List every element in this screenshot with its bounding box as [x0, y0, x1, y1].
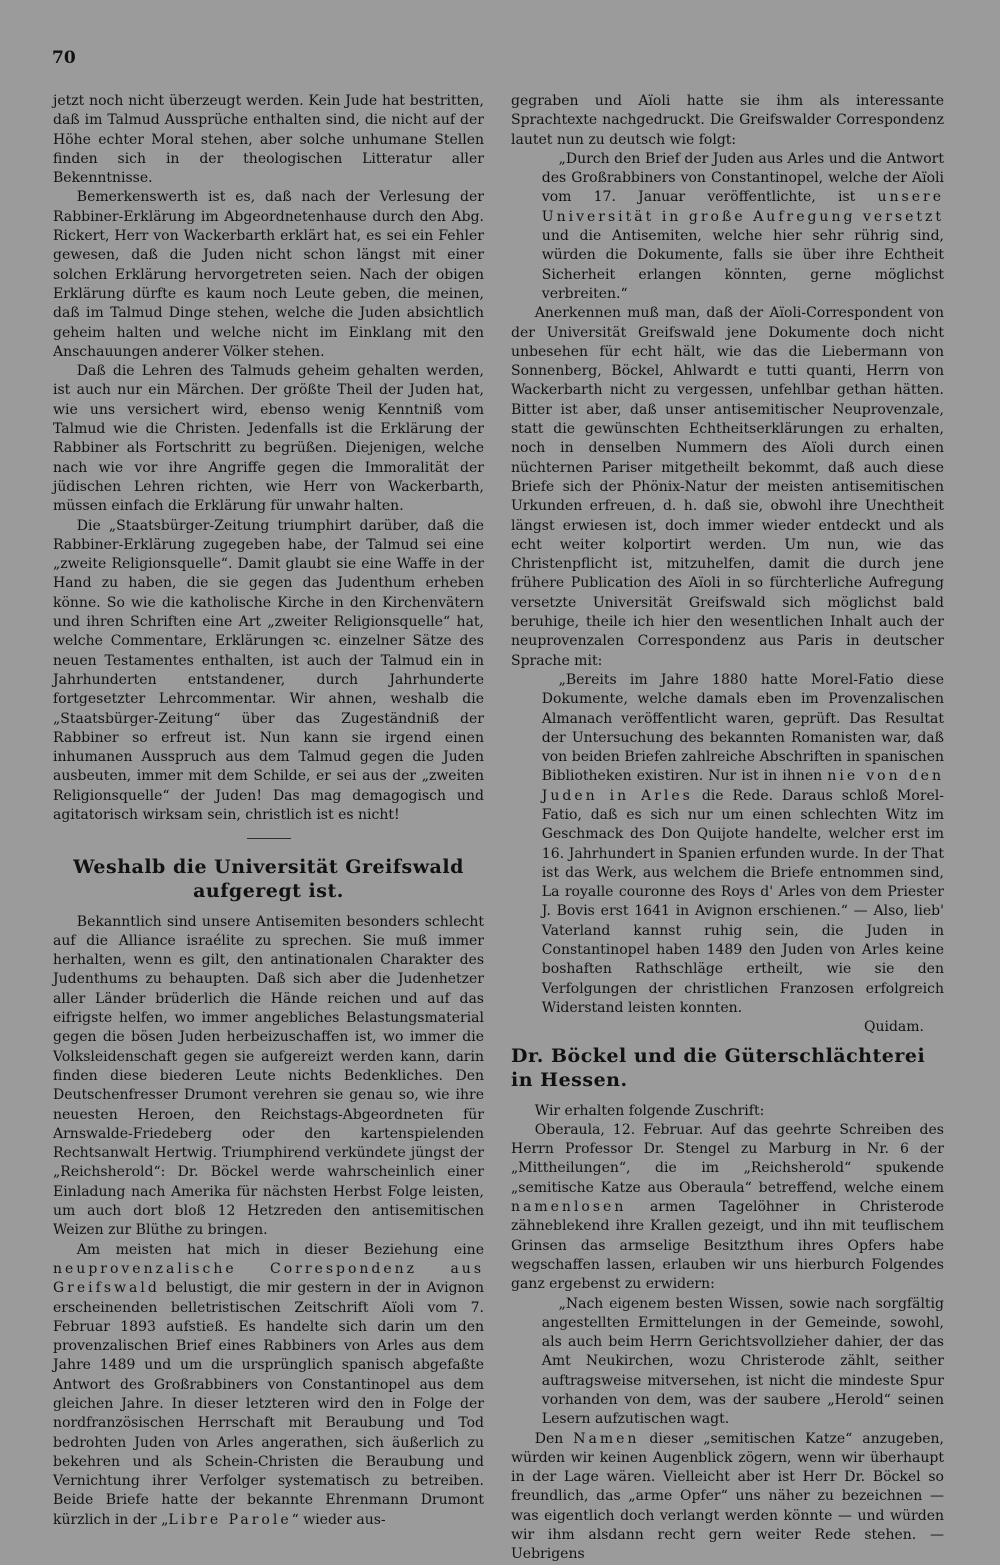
- page-number: 70: [52, 48, 76, 68]
- paragraph: [53, 1241, 484, 1530]
- text-run: und die Antisemiten, welche hier sehr rührig sind, würden die Dokumente, falls sie über ihre Echtheit Sicherheit erlangen könnten, gerne möglichst verbreiten.“: [541, 228, 944, 302]
- paragraph: Bekanntlich sind unsere Antisemiten besonders schlecht auf die Alliance israélite zu sprechen. Sie muß immer herhalten, wenn es gilt, den antinationalen Charakter des Judenthums zu behaupten. Daß sich aber die Judenhetzer aller Länder brüderlich die Hände reichen und auf das eifrigste helfen, wo immer angebliches Belastungsmaterial gegen die bösen Juden herbeizuschaffen ist, wo immer die Volksleidenschaft gegen sie aufgereizt werden kann, darin finden diese biederen Leute nichts Bedenkliches. Den Deutschenfresser Drumont verehren sie genau so, wie ihre neuesten Heroen, den Reichstags-Abgeordneten für Arnswalde-Friedeberg oder den kartenspielenden Rechtsanwalt Hertwig. Triumphirend verkündete jüngst der „Reichsherold“: Dr. Böckel werde wahrscheinlich einer Einladung nach Amerika für nächsten Herbst Folge leisten, um auch dort bloß 12 Hetzreden den antisemitischen Weizen zur Blüthe zu bringen.: [53, 913, 484, 1239]
- spaced-text: Namen: [573, 1430, 640, 1447]
- spaced-text: unsere Universität in große Aufregung versetzt: [541, 189, 944, 225]
- paragraph: [511, 1121, 944, 1295]
- text-run: dieser „semitischen Katze“ anzugeben, würden wir keinen Augenblick zögern, wenn wir überhaupt in der Lage wären. Vielleicht aber ist Herr Dr. Böckel so freundlich, das „arme Opfer“ uns näher zu bezeichnen — was eigentlich doch verlangt werden könnte — und würden wir ihm alsdann recht gern weiter Rede stehen. — Uebrigens: [511, 1430, 944, 1563]
- paragraph: [511, 1430, 944, 1565]
- text-run: Am meisten hat mich in dieser Beziehung eine: [76, 1241, 484, 1258]
- text-run: “ wieder aus-: [291, 1511, 386, 1528]
- quote: „Nach eigenem besten Wissen, sowie nach sorgfältig angestellten Ermittelungen in der Gemeinde, sowohl, als auch beim Herrn Gerichtsvollzieher dahier, der das Amt Neukirchen, wozu Christerode zählt, seither auftragsweise mitversehen, ist nicht die mindeste Spur vorhanden von dem, was der saubere „Herold“ seinen Lesern aufzutischen wagt.: [541, 1295, 944, 1428]
- paragraph: Die „Staatsbürger-Zeitung triumphirt darüber, daß die Rabbiner-Erklärung zugegeben habe, der Talmud sei eine „zweite Religionsquelle“. Damit glaubt sie eine Waffe in der Hand zu haben, die sie gegen das Judenthum erheben könne. So wie die katholische Kirche in den Kirchenvätern und ihren Schriften eine Art „zweiter Religionsquelle“ hat, welche Commentare, Erklärungen ꝛc. einzelner Sätze des neuen Testamentes enthalten, ist auch der Talmud ein in Jahrhunderten entstandener, durch Jahrhunderte fortgesetzter Lehrcommentar. Wir ahnen, weshalb die „Staatsbürger-Zeitung“ über das Zugeständniß der Rabbiner so erfreut ist. Nun kann sie irgend einen inhumanen Ausspruch aus dem Talmud gegen die Juden ausbeuten, immer mit dem Schilde, er sei aus der „zweiten Religionsquelle“ der Juden! Das mag demagogisch und agitatorisch wirksam sein, christlich ist es nicht!: [53, 517, 484, 823]
- spaced-text: namenlosen: [511, 1199, 627, 1216]
- text-run: die Rede. Daraus schloß Morel-Fatio, daß es sich nur um einen schlechten Witz im Geschmack des Don Quijote handelte, welcher erst im 16. Jahrhundert in Spanien erfunden wurde. In der That ist das Werk, aus welchem die Briefe entnommen sind, La royalle couronne des Roys d' Arles von dem Priester J. Bovis erst 1641 in Avignon erschienen.“ — Also, lieb' Vaterland kannst ruhig sein, die Juden in Constantinopel haben 1489 den Juden von Arles keine boshaften Rathschläge ertheilt, wie sie den Verfolgungen der christlichen Franzosen erfolgreich Widerstand leisten konnten.: [541, 787, 945, 1016]
- quote: [511, 150, 944, 304]
- text-run: „Bereits im Jahre 1880 hatte Morel-Fatio diese Dokumente, welche damals eben im Provenzalischen Almanach veröffentlicht waren, geprüft. Das Resultat der Untersuchung des bekannten Romanisten war, daß von beiden Briefen zahlreiche Abschriften in spanischen Bibliotheken existiren. Nur ist in ihnen: [541, 671, 944, 785]
- section-heading: Dr. Böckel und die Güterschlächterei in Hessen.: [511, 1044, 926, 1091]
- paragraph: Daß die Lehren des Talmuds geheim gehalten werden, ist auch nur ein Märchen. Der größte Theil der Juden hat, wie uns versichert wird, ebenso wenig Kenntniß vom Talmud wie die Christen. Jedenfalls ist die Erklärung der Rabbiner als Fortschritt zu begrüßen. Diejenigen, welche nach wie vor ihre Angriffe gegen die Immoralität der jüdischen Lehren richten, wie Herr von Wackerbarth, müssen einfach die Erklärung für unwahr halten.: [53, 363, 484, 515]
- paragraph: Wir erhalten folgende Zuschrift:: [534, 1102, 765, 1119]
- text-run: „Durch den Brief der Juden aus Arles und die Antwort des Großrabbiners von Constantinopel, welche der Aïoli vom 17. Januar veröffentlichte, ist: [541, 150, 944, 206]
- signature: Quidam.: [863, 1019, 924, 1036]
- right-column: [511, 92, 944, 1565]
- paragraph: jetzt noch nicht überzeugt werden. Kein Jude hat bestritten, daß im Talmud Aussprüche enthalten sind, die nicht auf der Höhe echter Moral stehen, aber solche unhumane Stellen finden sich in der theologischen Litteratur aller Bekenntnisse.: [53, 93, 484, 187]
- paragraph: Bemerkenswerth ist es, daß nach der Verlesung der Rabbiner-Erklärung im Abgeordnetenhause durch den Abg. Rickert, Herr von Wackerbarth erklärt hat, es sei ein Fehler gewesen, daß die Juden nicht schon längst mit einer solchen Erklärung hervorgetreten seien. Nach der obigen Erklärung dürfte es kaum noch Leute geben, die meinen, daß im Talmud Dinge stehen, welche die Juden absichtlich geheim halten und welche nicht im Einklang mit den Anschauungen anderer Völker stehen.: [53, 189, 484, 360]
- spaced-text: nie von den Juden in Arles: [541, 768, 944, 804]
- text-run: Oberaula, 12. Februar. Auf das geehrte Schreiben des Herrn Professor Dr. Stengel zu Marburg in Nr. 6 der „Mittheilungen“, die im „Reichsherold“ spukende „semitische Katze aus Oberaula“ betreffend, welche einem: [511, 1121, 944, 1196]
- spaced-text: neuprovenzalische Correspondenz aus Greifswald: [53, 1260, 484, 1297]
- text-run: Den: [534, 1430, 574, 1447]
- section-divider: ————: [246, 831, 291, 846]
- text-run: armen Tagelöhner in Christerode zähneblekend ihre Krallen gezeigt, und ihn mit teuflischem Grinsen das armselige Besitzthum ihres Opfers habe wegschaffen lassen, erlauben wir uns hierburch Folgendes ganz ergebenst zu erwidern:: [511, 1199, 944, 1293]
- text-run: belustigt, die mir gestern in der in Avignon erscheinenden belletristischen Zeitschrift Aïoli vom 7. Februar 1893 aufstieß. Es handelte sich darin um den provenzalischen Brief eines Rabbiners von Arles aus dem Jahre 1489 und um die ursprünglich spanisch abgefaßte Antwort des Großrabbiners von Constantinopel aus dem gleichen Jahre. In dieser letzteren wird den in Folge der nordfranzösischen Herrschaft mit Beraubung und Tod bedrohten Juden von Arles angerathen, sich äußerlich zu bekehren und als Schein-Christen die Beraubung und Vernichtung ihrer Verfolger systematisch zu betreiben. Beide Briefe hatte der bekannte Ehrenmann Drumont kürzlich in der „: [53, 1280, 484, 1528]
- quote: [511, 671, 944, 1018]
- paragraph: gegraben und Aïoli hatte sie ihm als interessante Sprachtexte nachgedruckt. Die Greifswalder Correspondenz lautet nun zu deutsch wie folgt:: [511, 93, 944, 148]
- section-heading: Weshalb die Universität Greifswald aufgeregt ist.: [73, 855, 464, 902]
- left-column: [53, 92, 484, 1530]
- spaced-text: Libre Parole: [168, 1511, 292, 1528]
- paragraph: Anerkennen muß man, daß der Aïoli-Correspondent von der Universität Greifswald jene Dokumente doch nicht unbesehen für echt hält, wie das die Liebermann von Sonnenberg, Böckel, Ahlwardt e tutti quanti, Herrn von Wackerbarth nicht zu vergessen, unfehlbar gethan hätten. Bitter ist aber, daß unser antisemitischer Neuprovenzale, statt die gewünschten Echtheitserklärungen zu erhalten, noch in denselben Nummern des Aïoli durch einen nüchternen Pariser mitgetheilt bekommt, daß auch diese Briefe sich der Phönix-Natur der meisten antisemitischen Urkunden erfreuen, d. h. daß sie, obwohl ihre Unechtheit längst erwiesen ist, doch immer wieder entdeckt und als echt weiter kolportirt werden. Um nun, wie das Christenpflicht ist, mitzuhelfen, damit die durch jene frühere Publication des Aïoli in so fürchterliche Aufregung versetzte Universität Greifswald sich möglichst bald beruhige, theile ich hier den wesentlichen Inhalt auch der neuprovenzalen Correspondenz aus Paris in deutscher Sprache mit:: [511, 305, 944, 669]
